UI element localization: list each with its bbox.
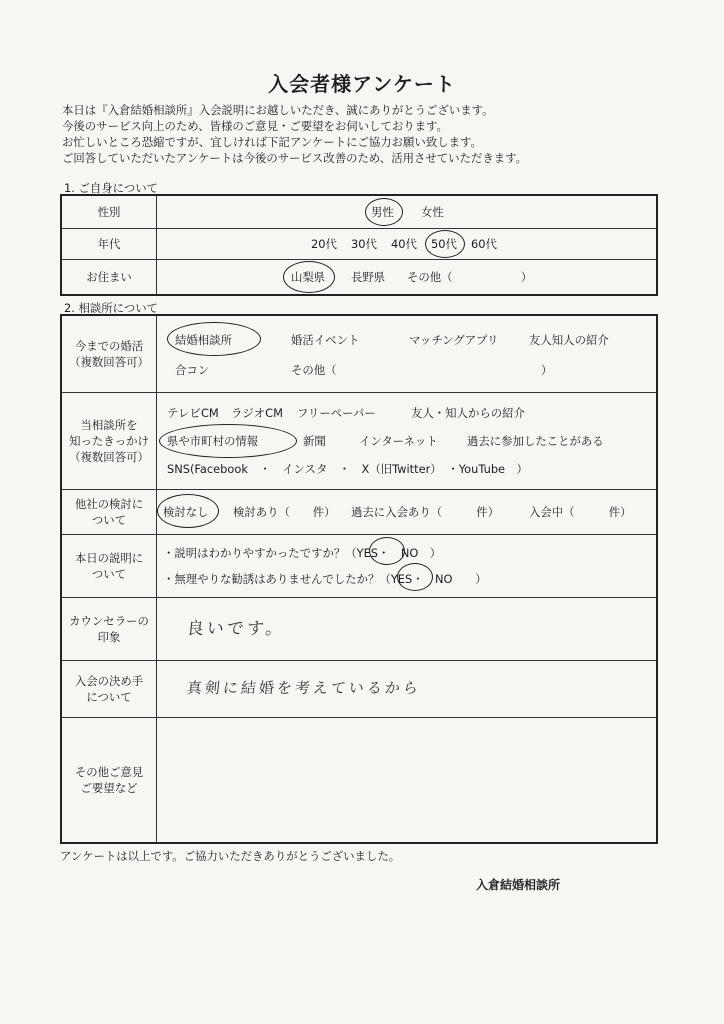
counselor-answer: 良いです。 [185, 619, 287, 639]
konkatsu-option-goukon[interactable]: 合コン [175, 363, 210, 377]
section1-table [60, 194, 658, 296]
trigger-options [157, 393, 656, 489]
gender-male-option[interactable]: 男性 [371, 205, 394, 219]
trigger-label [61, 393, 157, 490]
organization-name: 入倉結婚相談所 [476, 878, 561, 892]
trigger-option-freepaper[interactable]: フリーペーパー [297, 406, 376, 420]
intro-text [62, 102, 527, 166]
gender-options [157, 196, 656, 228]
explanation-q2-rest[interactable]: ・ NO ） [412, 572, 487, 586]
explanation-label-line: 本日の説明に [74, 551, 144, 565]
intro-line: 今後のサービス向上のため、皆様のご意見・ご要望をお伺いしております。 [62, 119, 448, 133]
trigger-option-past[interactable]: 過去に参加したことがある [467, 434, 604, 448]
residence-yamanashi-option[interactable]: 山梨県 [291, 270, 326, 284]
konkatsu-option-app[interactable]: マッチングアプリ [409, 333, 499, 347]
explanation-q1-yes[interactable]: YES [356, 546, 379, 560]
intro-line: お忙しいところ恐縮ですが、宜しければ下記アンケートにご協力お願い致します。 [62, 135, 482, 149]
decision-answer: 真剣に結婚を考えているから [186, 679, 422, 697]
age-option-60s[interactable]: 60代 [471, 237, 497, 251]
section2-heading: 2. 相談所について [64, 301, 158, 315]
konkatsu-option-event[interactable]: 婚活イベント [291, 333, 360, 347]
other-agencies-label-line: 他社の検討に [74, 497, 144, 511]
explanation-q1-rest[interactable]: ・ NO ） [378, 546, 442, 560]
decision-answer-field[interactable] [157, 661, 656, 717]
other-agencies-label [61, 490, 157, 535]
trigger-option-radio[interactable]: ラジオCM [231, 406, 283, 420]
residence-nagano-option[interactable]: 長野県 [351, 270, 386, 284]
explanation-label [61, 535, 157, 598]
section1-heading: 1. ご自身について [64, 181, 158, 195]
trigger-label-line: 当相談所を [80, 418, 138, 432]
comments-label-line: ご要望など [80, 781, 138, 795]
explanation-q1-text: ・説明はわかりやすかったですか？（ [163, 546, 357, 560]
konkatsu-options [157, 316, 656, 392]
konkatsu-option-agency[interactable]: 結婚相談所 [175, 333, 232, 347]
trigger-option-sns[interactable]: SNS(Facebook ・ インスタ ・ X（旧Twitter） ・YouTube ） [167, 462, 528, 476]
other-agencies-option-past[interactable]: 過去に入会あり（ 件） [351, 505, 500, 519]
trigger-option-friend[interactable]: 友人・知人からの紹介 [411, 406, 525, 420]
trigger-label-line: （複数回答可） [69, 450, 149, 464]
konkatsu-label [61, 315, 157, 393]
intro-line: 本日は『入倉結婚相談所』入会説明にお越しいただき、誠にありがとうございます。 [62, 103, 494, 117]
konkatsu-option-other[interactable]: その他（ [291, 363, 337, 377]
other-agencies-option-current[interactable]: 入会中（ 件） [529, 505, 632, 519]
gender-label: 性別 [61, 195, 157, 229]
residence-label: お住まい [61, 260, 157, 296]
trigger-option-tv[interactable]: テレビCM [167, 406, 219, 420]
other-agencies-options [157, 490, 656, 534]
counselor-answer-field[interactable] [157, 598, 656, 660]
konkatsu-option-other-close: ） [541, 363, 553, 377]
other-agencies-option-considered[interactable]: 検討あり（ 件） [233, 505, 336, 519]
explanation-q2-yes[interactable]: YES [390, 572, 413, 586]
decision-label [61, 661, 157, 718]
residence-options [157, 260, 656, 294]
other-agencies-label-line: ついて [91, 513, 127, 527]
comments-label [61, 718, 157, 844]
trigger-label-line: 知ったきっかけ [69, 434, 149, 448]
closing-message: アンケートは以上です。ご協力いただきありがとうございました。 [60, 849, 401, 863]
age-option-50s[interactable]: 50代 [431, 237, 457, 251]
trigger-option-newspaper[interactable]: 新聞 [303, 434, 326, 448]
gender-female-option[interactable]: 女性 [421, 205, 444, 219]
age-options [157, 229, 656, 259]
page-title: 入会者様アンケート [268, 72, 456, 96]
section2-table [60, 314, 658, 844]
counselor-label-line: カウンセラーの [69, 614, 149, 628]
residence-other-option[interactable]: その他（ ） [407, 270, 533, 284]
konkatsu-label-line: （複数回答可） [69, 355, 149, 369]
age-option-30s[interactable]: 30代 [351, 237, 377, 251]
konkatsu-label-line: 今までの婚活 [74, 339, 144, 353]
age-label: 年代 [61, 229, 157, 260]
konkatsu-option-friend[interactable]: 友人知人の紹介 [529, 333, 609, 347]
decision-label-line: 入会の決め手 [74, 674, 144, 688]
intro-line: ご回答していただいたアンケートは今後のサービス改善のため、活用させていただきます。 [62, 151, 527, 165]
decision-label-line: について [86, 690, 132, 704]
explanation-q2-text: ・無理やりな勧誘はありませんでしたか？（ [163, 572, 391, 586]
other-agencies-option-none[interactable]: 検討なし [163, 505, 209, 519]
trigger-option-internet[interactable]: インターネット [359, 434, 438, 448]
explanation-q1 [163, 545, 441, 561]
explanation-q2 [163, 571, 487, 587]
comments-label-line: その他ご意見 [74, 765, 144, 779]
comments-answer-field[interactable] [157, 718, 656, 842]
counselor-label-line: 印象 [97, 630, 121, 644]
trigger-option-municipal[interactable]: 県や市町村の情報 [167, 434, 259, 448]
age-option-40s[interactable]: 40代 [391, 237, 417, 251]
age-option-20s[interactable]: 20代 [311, 237, 337, 251]
counselor-label [61, 598, 157, 661]
explanation-label-line: ついて [91, 567, 127, 581]
explanation-questions [157, 535, 656, 597]
